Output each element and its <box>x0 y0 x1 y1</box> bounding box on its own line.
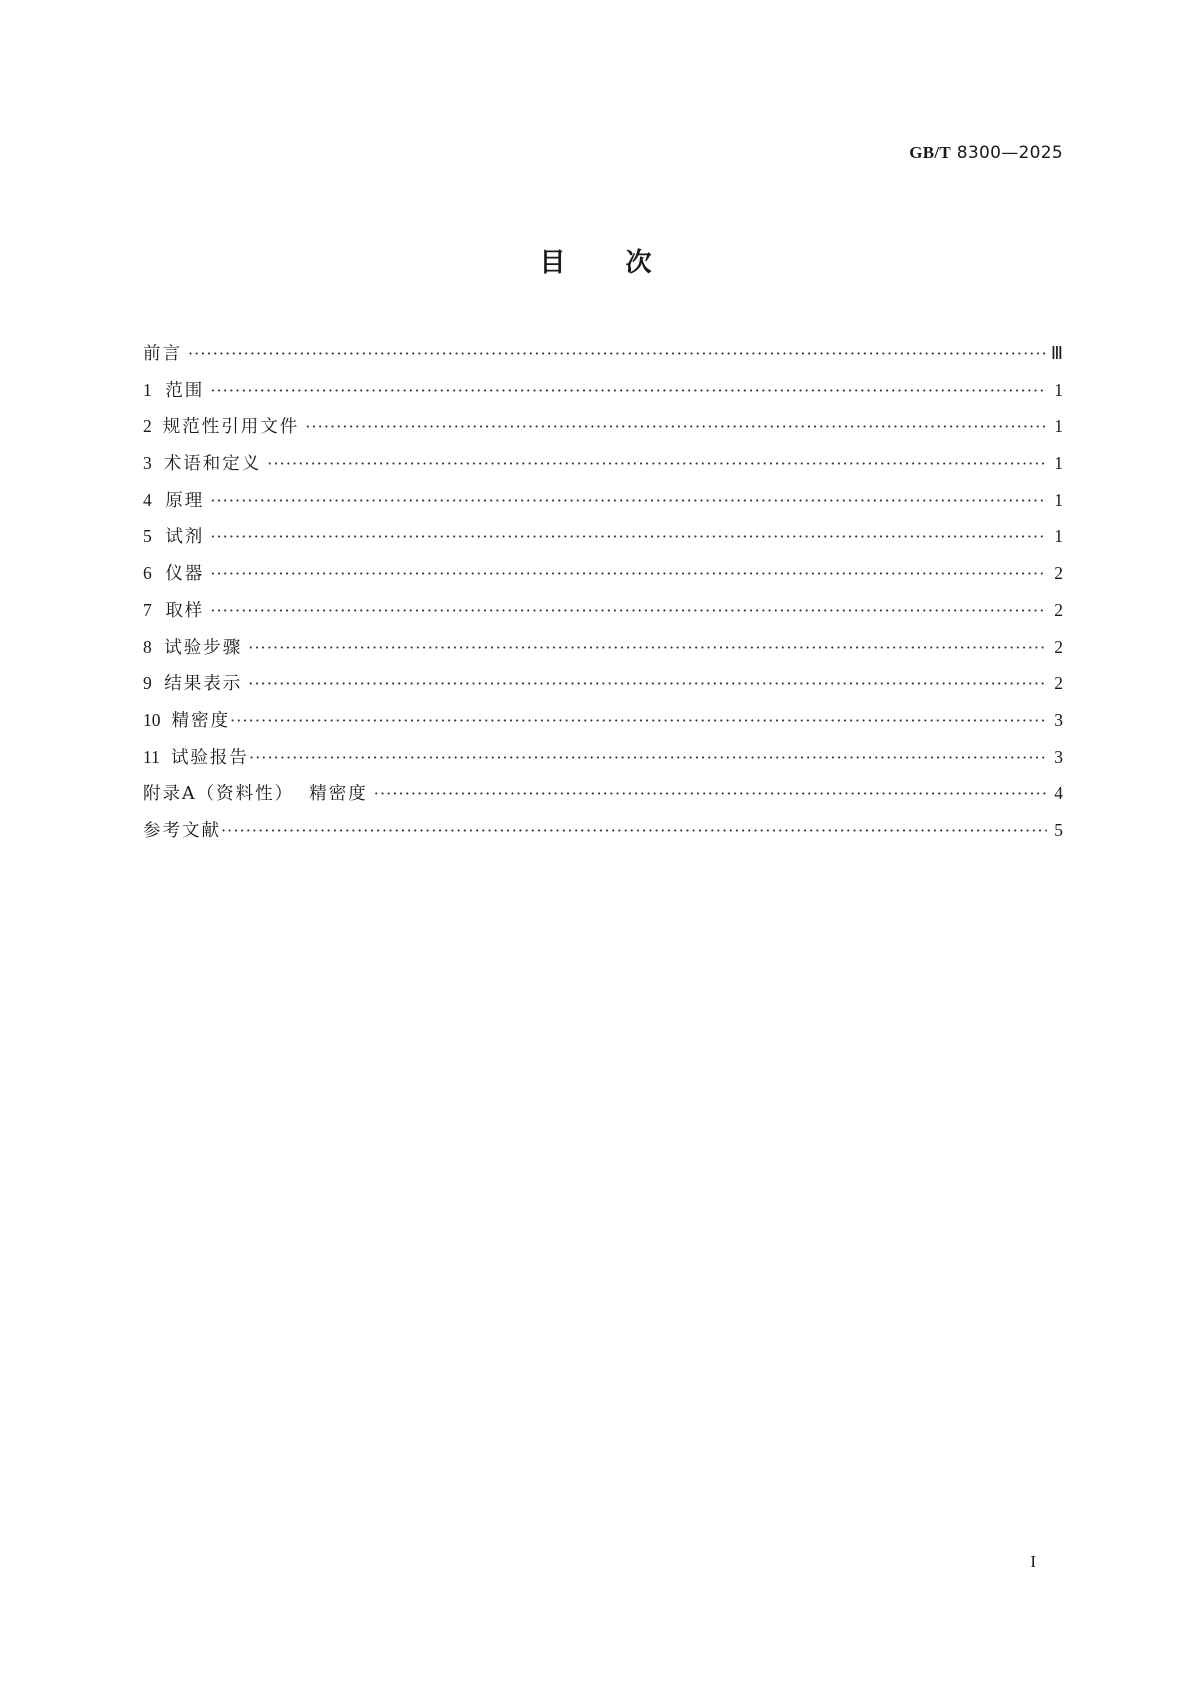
toc-number: 8 <box>143 636 152 657</box>
toc-entry-3[interactable] <box>143 450 1063 487</box>
toc-entry-2[interactable] <box>143 413 1063 450</box>
toc-leader <box>267 454 1047 473</box>
toc-label: 附录A（资料性） 精密度 <box>143 784 368 805</box>
toc-number: 5 <box>143 526 152 547</box>
toc-entry-foreword[interactable] <box>143 340 1063 377</box>
toc-page: 2 <box>1054 563 1063 584</box>
toc-page: 2 <box>1054 673 1063 694</box>
toc-entry-6[interactable] <box>143 560 1063 597</box>
toc-page: 5 <box>1054 819 1063 840</box>
page-number: I <box>1030 1552 1036 1571</box>
toc-leader <box>248 674 1047 693</box>
toc-leader <box>210 381 1047 400</box>
toc-number: 11 <box>143 746 160 767</box>
toc-label: 前言 <box>143 344 182 364</box>
toc-number: 10 <box>143 709 161 730</box>
toc-entry-5[interactable] <box>143 523 1063 560</box>
toc-page: 3 <box>1054 709 1063 730</box>
toc-leader <box>305 417 1047 436</box>
toc-number: 4 <box>143 489 152 510</box>
toc-page: 1 <box>1054 379 1063 400</box>
toc-entry-9[interactable] <box>143 670 1063 707</box>
toc-page: 2 <box>1054 599 1063 620</box>
toc-leader <box>374 784 1047 803</box>
toc-label: 术语和定义 <box>163 454 262 475</box>
toc-leader <box>188 344 1047 363</box>
toc-page: 1 <box>1054 526 1063 547</box>
toc-page: Ⅲ <box>1050 343 1063 363</box>
standard-code <box>909 143 1063 163</box>
toc-entry-7[interactable] <box>143 597 1063 634</box>
toc-entry-10[interactable] <box>143 707 1063 744</box>
toc-page: 4 <box>1054 783 1063 804</box>
standard-number: 8300—2025 <box>956 143 1063 163</box>
toc-label: 试验报告 <box>170 747 249 768</box>
toc-entry-8[interactable] <box>143 634 1063 671</box>
toc-leader <box>230 711 1047 730</box>
toc-number: 7 <box>143 599 152 620</box>
toc-leader <box>248 638 1047 657</box>
toc-number: 6 <box>143 563 152 584</box>
toc-page: 3 <box>1054 746 1063 767</box>
toc-entry-1[interactable] <box>143 377 1063 414</box>
toc-page: 1 <box>1054 453 1063 474</box>
toc-leader <box>221 821 1047 840</box>
toc-leader <box>210 491 1047 510</box>
toc-number: 9 <box>143 673 152 694</box>
toc-label: 取样 <box>165 600 205 621</box>
toc-page: 2 <box>1054 636 1063 657</box>
toc-entry-11[interactable] <box>143 744 1063 781</box>
toc-leader <box>249 748 1047 767</box>
toc-label: 原理 <box>165 490 205 511</box>
toc-number: 1 <box>143 379 152 400</box>
toc-page: 1 <box>1054 489 1063 510</box>
toc-leader <box>210 564 1047 583</box>
toc-label: 仪器 <box>165 564 205 585</box>
toc-entry-4[interactable] <box>143 487 1063 524</box>
toc-label: 结果表示 <box>164 674 243 695</box>
standard-prefix: GB/T <box>909 143 952 162</box>
toc-entry-references[interactable] <box>143 817 1063 854</box>
toc-entry-annex-a[interactable] <box>143 780 1063 817</box>
toc-leader <box>210 601 1047 620</box>
toc-leader <box>210 527 1047 546</box>
toc-number: 2 <box>143 416 152 437</box>
page-title: 目次 <box>539 248 712 278</box>
toc-page: 1 <box>1054 416 1063 437</box>
toc-label: 范围 <box>165 380 205 401</box>
toc-label: 参考文献 <box>143 820 221 841</box>
toc-label: 精密度 <box>171 710 231 731</box>
toc-label: 试验步骤 <box>164 637 243 658</box>
toc-label: 规范性引用文件 <box>162 417 300 438</box>
toc-label: 试剂 <box>165 527 205 548</box>
table-of-contents <box>143 340 1063 854</box>
toc-number: 3 <box>143 453 152 474</box>
